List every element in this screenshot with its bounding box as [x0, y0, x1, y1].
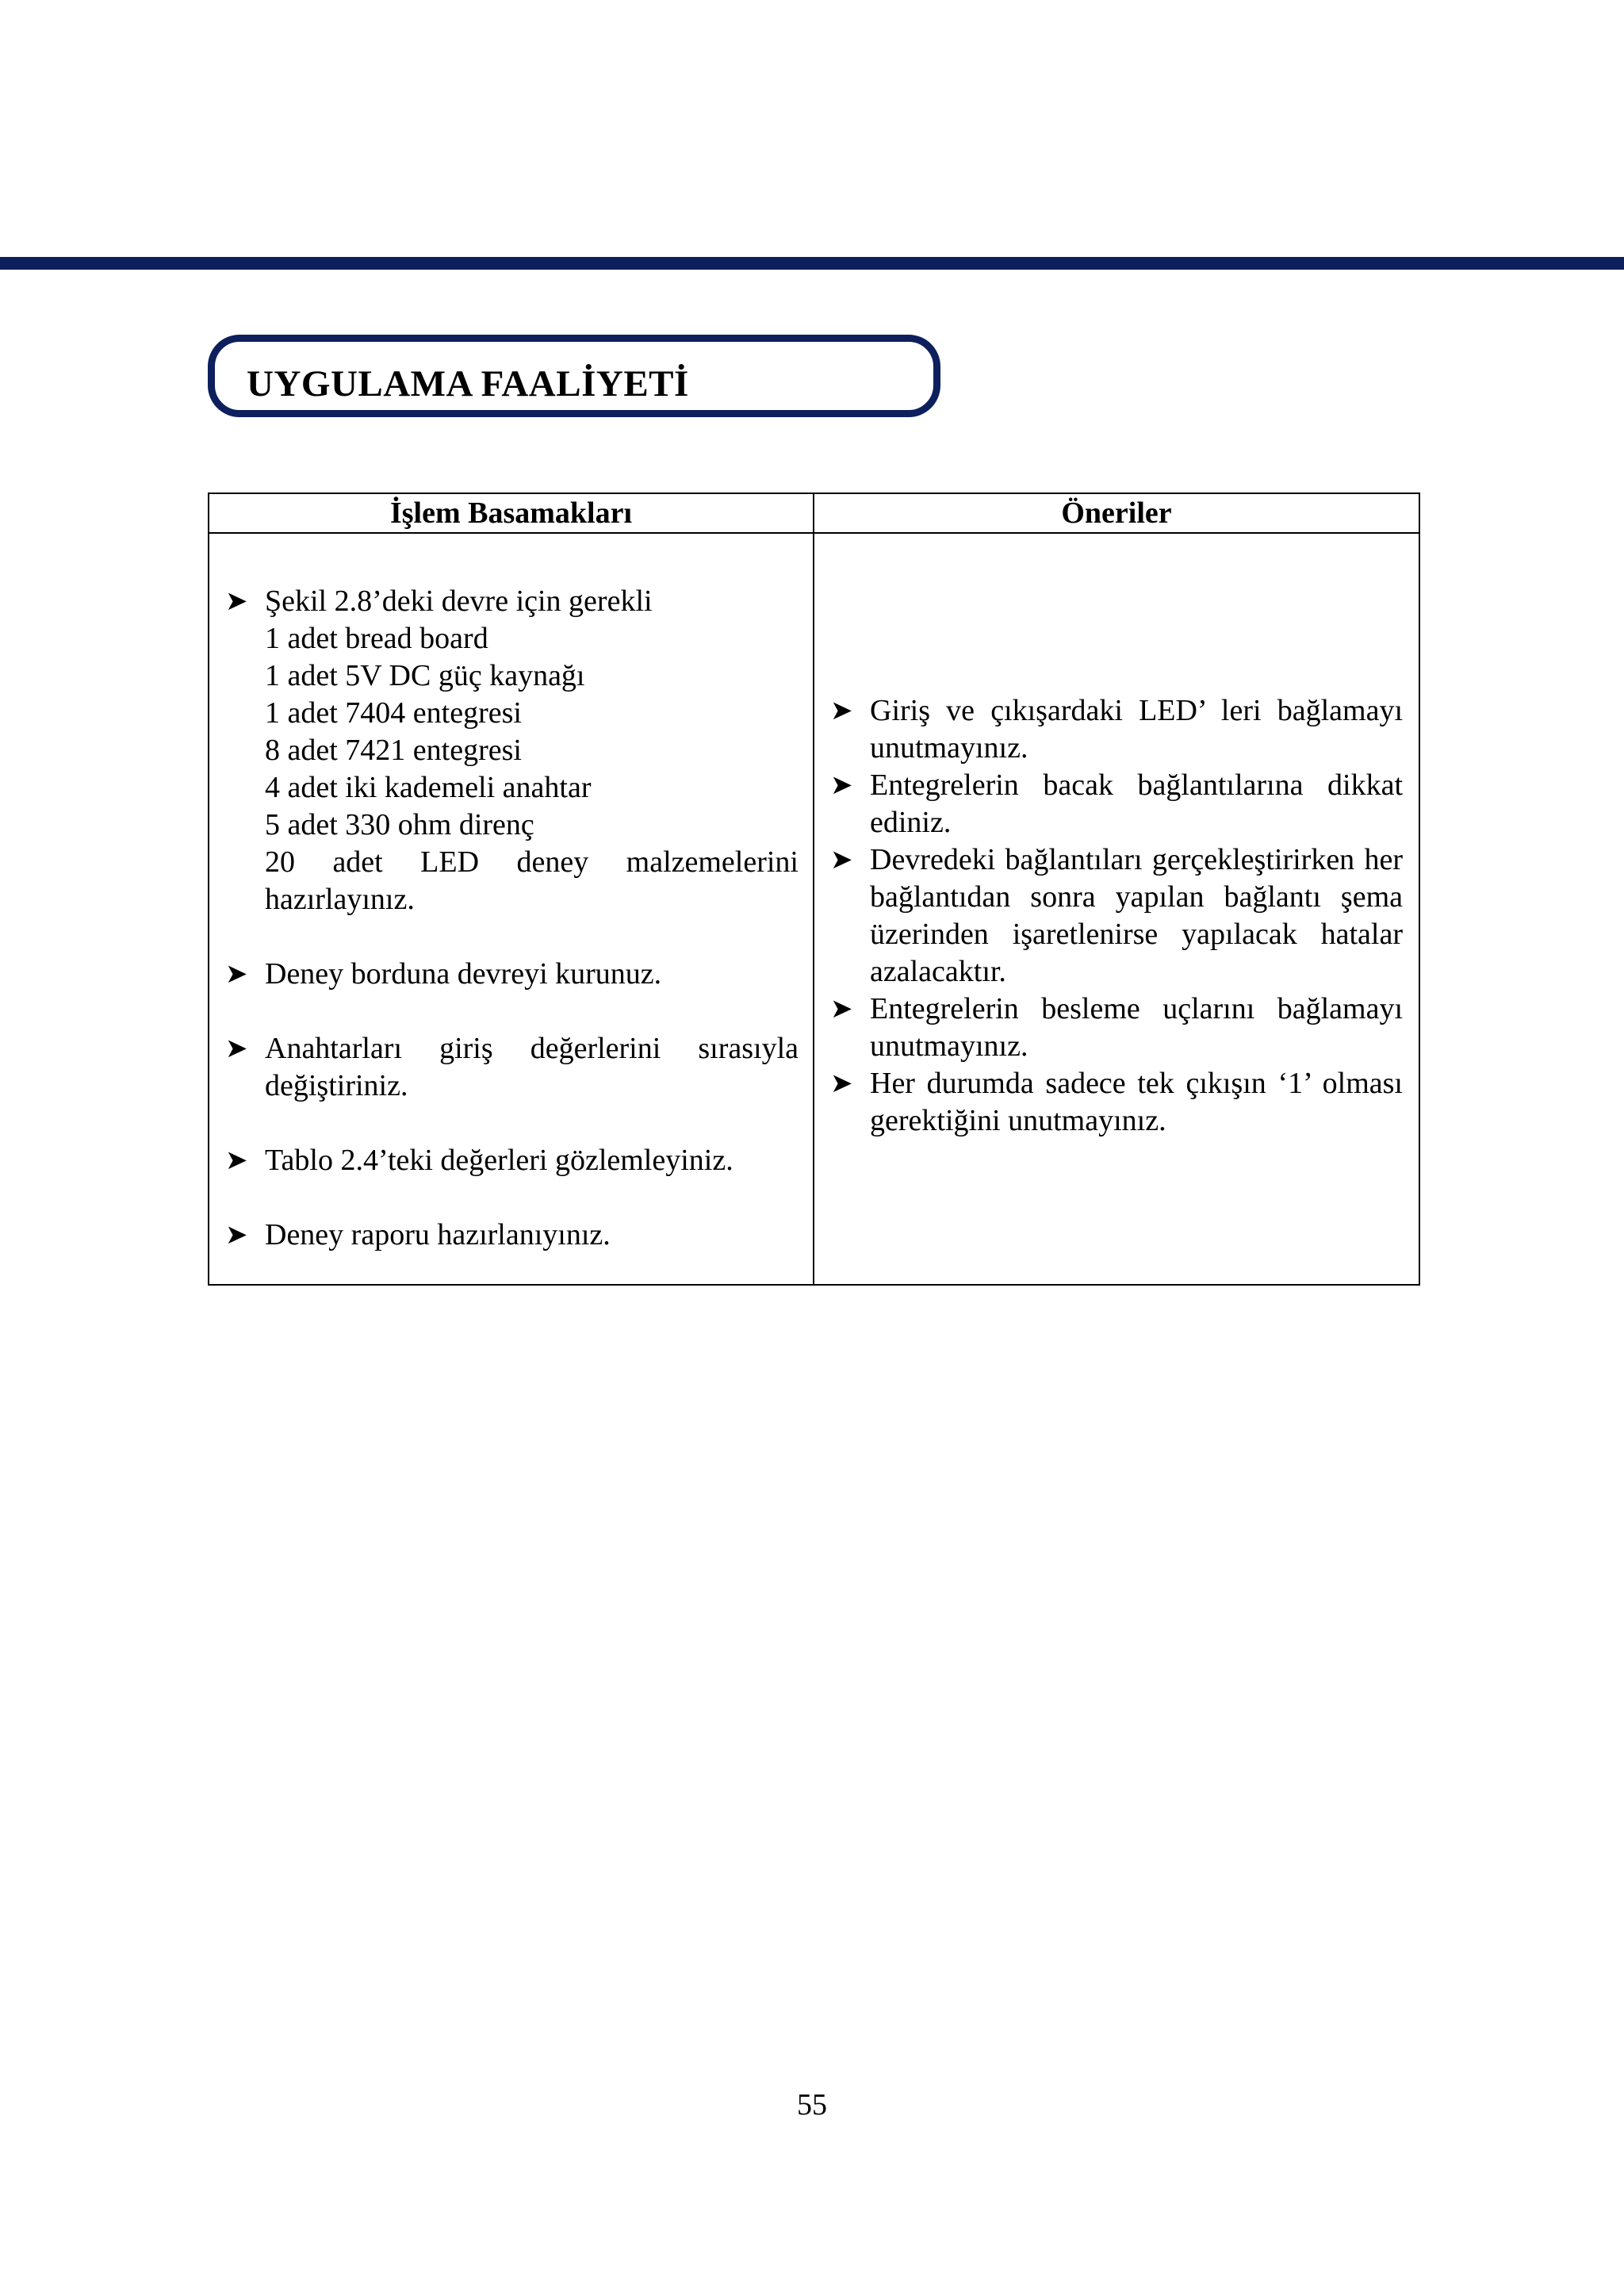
table-row	[209, 533, 1419, 1285]
arrowhead-bullet-icon: ➤	[830, 845, 853, 875]
suggestion-item	[830, 1065, 1403, 1140]
arrowhead-bullet-icon: ➤	[225, 1146, 248, 1175]
step-1-line: 1 adet 7404 entegresi	[265, 696, 522, 730]
suggestion-5-text: Her durumda sadece tek çıkışın ‘1’ olması gerektiğini unutmayınız.	[870, 1067, 1403, 1137]
step-1-line: 1 adet bread board	[265, 622, 488, 655]
suggestion-3-text: Devredeki bağlantıları gerçekleştirirken her bağlantıdan sonra yapılan bağlantı şema üzerinden işaretlenirse yapılacak hatalar azalacaktır.	[870, 843, 1403, 988]
suggestion-item	[830, 692, 1403, 767]
steps-header: İşlem Basamakları	[209, 493, 814, 533]
suggestion-item	[830, 767, 1403, 841]
section-title-box	[208, 335, 940, 417]
step-1-line: 1 adet 5V DC güç kaynağı	[265, 659, 585, 692]
step-item	[225, 583, 799, 918]
step-1-line: hazırlayınız.	[265, 883, 415, 916]
arrowhead-bullet-icon: ➤	[830, 1069, 853, 1098]
step-1-line: 4 adet iki kademeli anahtar	[265, 771, 592, 804]
arrowhead-bullet-icon: ➤	[830, 995, 853, 1024]
suggestions-cell	[814, 533, 1419, 1285]
suggestion-4-text: Entegrelerin besleme uçlarını bağlamayı unutmayınız.	[870, 992, 1403, 1063]
activity-table	[208, 493, 1420, 1286]
step-3-text: Anahtarları giriş değerlerini sırasıyla değiştiriniz.	[265, 1032, 799, 1102]
step-item	[225, 1030, 799, 1105]
step-5-text: Deney raporu hazırlanıyınız.	[265, 1218, 611, 1251]
arrowhead-bullet-icon: ➤	[225, 587, 248, 616]
table-header-row	[209, 493, 1419, 533]
section-title: UYGULAMA FAALİYETİ	[247, 363, 689, 404]
step-item	[225, 1142, 799, 1179]
arrowhead-bullet-icon: ➤	[225, 1221, 248, 1250]
step-1-line: Şekil 2.8’deki devre için gerekli	[265, 584, 653, 618]
arrowhead-bullet-icon: ➤	[830, 771, 853, 800]
suggestion-item	[830, 991, 1403, 1065]
suggestion-1-text: Giriş ve çıkışardaki LED’ leri bağlamayı unutmayınız.	[870, 694, 1403, 765]
header-rule	[0, 257, 1624, 270]
step-item	[225, 1217, 799, 1254]
step-2-text: Deney borduna devreyi kurunuz.	[265, 957, 662, 991]
suggestions-header: Öneriler	[814, 493, 1419, 533]
steps-cell	[209, 533, 814, 1285]
step-item	[225, 956, 799, 993]
arrowhead-bullet-icon: ➤	[225, 1034, 248, 1064]
step-1-line: 8 adet 7421 entegresi	[265, 734, 522, 767]
page-number: 55	[797, 2088, 827, 2121]
arrowhead-bullet-icon: ➤	[830, 696, 853, 726]
arrowhead-bullet-icon: ➤	[225, 960, 248, 989]
step-1-line: 20 adet LED deney malzemelerini	[265, 845, 799, 879]
step-4-text: Tablo 2.4’teki değerleri gözlemleyiniz.	[265, 1144, 733, 1177]
suggestion-item	[830, 841, 1403, 991]
suggestion-2-text: Entegrelerin bacak bağlantılarına dikkat ediniz.	[870, 768, 1403, 839]
step-1-line: 5 adet 330 ohm direnç	[265, 808, 534, 841]
